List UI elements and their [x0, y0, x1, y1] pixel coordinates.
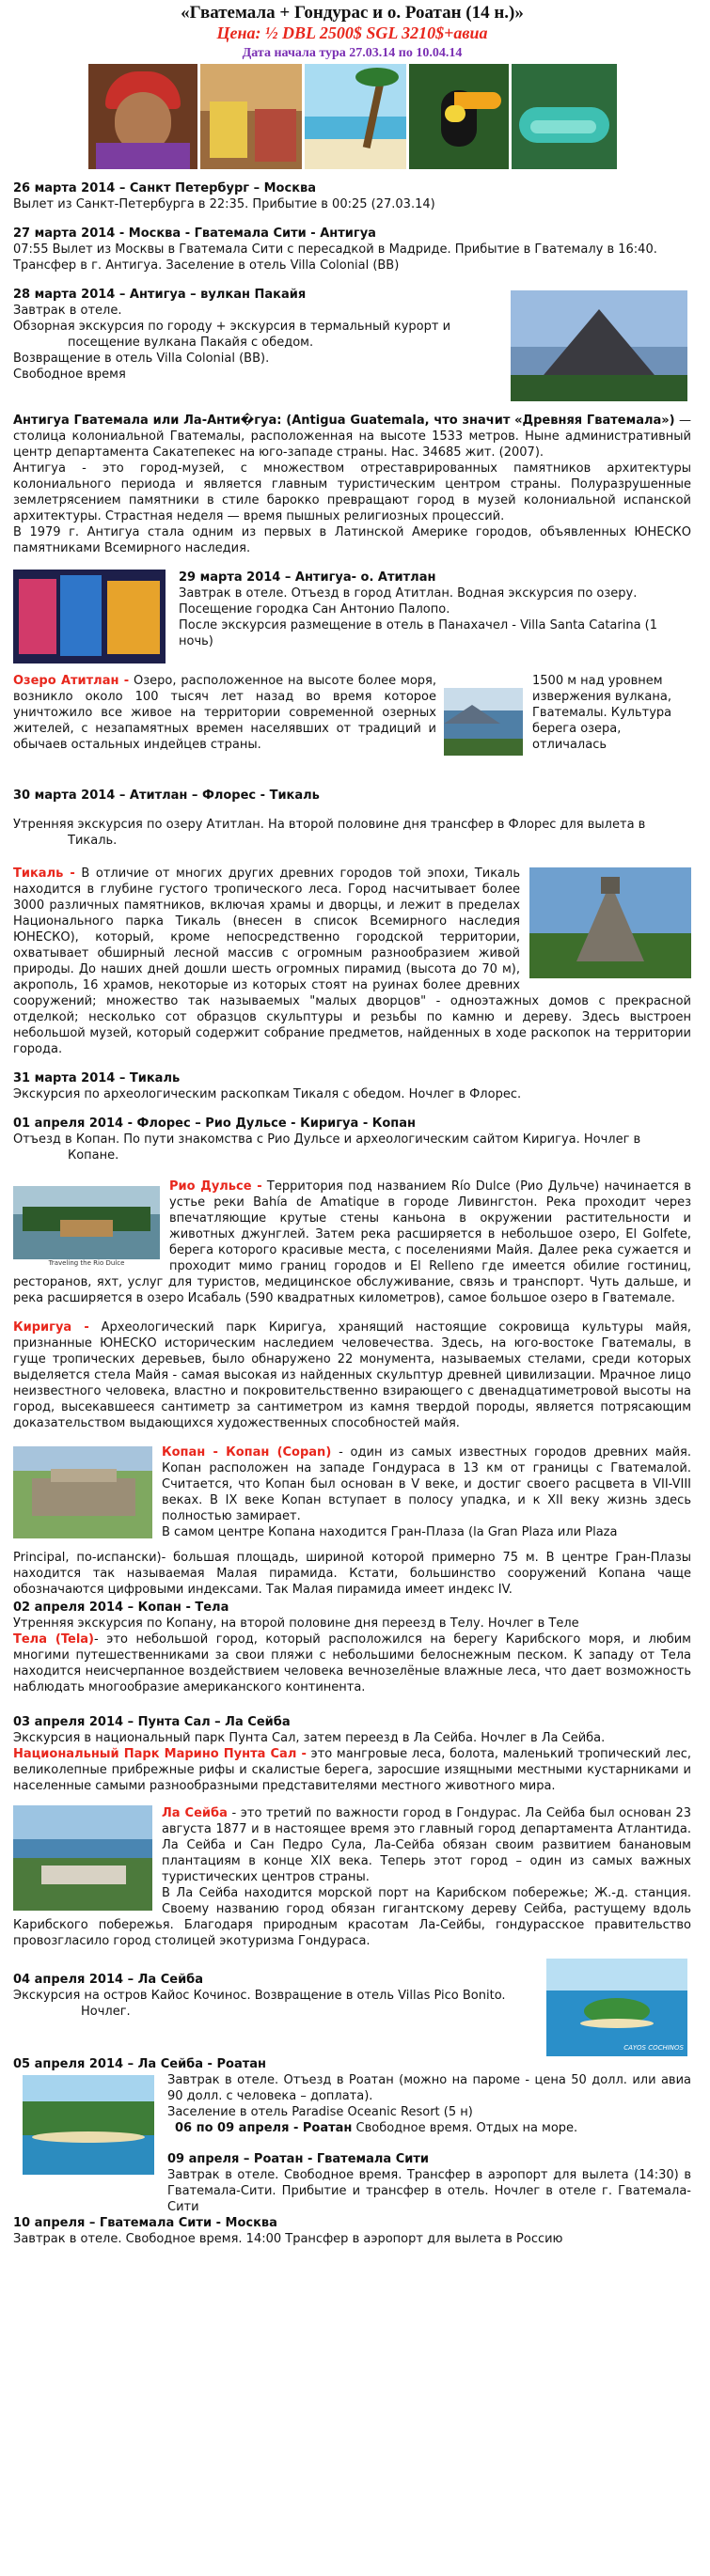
atitlan-name: Озеро Атитлан - — [13, 674, 130, 688]
photo-green-pools — [512, 64, 617, 169]
day-title: 09 апреля – Роатан - Гватемала Сити — [167, 2152, 430, 2166]
atitlan-text: 1500 м над уровнем извержения вулкана, Гватемалы. Культура берега озера, отличалась — [532, 674, 672, 752]
day-text: Тикаль. — [68, 834, 118, 848]
day-title: 01 апреля 2014 - Флорес – Рио Дульсе - Киригуа - Копан — [13, 1116, 417, 1131]
photo-volcano — [511, 290, 687, 401]
photo-caption: CAYOS COCHINOS — [623, 2044, 684, 2052]
day-title: 02 апреля 2014 – Копан - Тела — [13, 1600, 229, 1615]
photo-caption: Traveling the Rio Dulce — [48, 1259, 125, 1267]
day-text: Завтрак в отеле. Свободное время. Трансфер в аэропорт для вылета (14:30) в Гватемала-Сити. Прибытие и трансфер в отель. Ночлег в отеле г. Гватемала-Сити — [167, 2168, 691, 2214]
la-ceiba-text: В Ла Сейба находится морской порт на Карибском побережье; Ж.-д. станция. Своему названию город обязан гигантскому дереву Сейба, растущему вдоль Карибского побережья. Благодаря природным красотам Ла-Сейбы, гондурасское правительство провозгласило город столицей экотуризма Гондураса. — [13, 1886, 691, 1948]
copan-text: - один из самых известных городов древних майя. Копан расположен на западе Гондураса в 13 км от границы с Гватемалой. Считается, что Копан был основан в V веке, и достиг своего расцвета в VII-VIII веках. В IX веке Копан вступает в полосу упадка, и к XII веку жизнь здесь полностью замирает. — [162, 1445, 692, 1523]
punta-sal-name: Национальный Парк Марино Пунта Сал - — [13, 1747, 307, 1761]
day-text: посещение вулкана Пакайя с обедом. — [68, 336, 314, 350]
quirigua-description — [13, 1319, 691, 1431]
atitlan-text: Озеро, расположенное на высоте более моря, возникло около 100 тысяч лет назад во время которое уничтожило все живое на территории современной озерных жителей, с незапамятных времен населявших от традиций и обычаев остальных индейцев страны. — [13, 674, 436, 752]
la-ceiba-name: Ла Сейба — [162, 1806, 228, 1820]
copan-name: Копан - Копан (Copan) — [162, 1445, 332, 1460]
tour-price: Цена: ½ DBL 2500$ SGL 3210$+авиа — [216, 23, 488, 42]
tour-dates: Дата начала тура 27.03.14 по 10.04.14 — [242, 46, 463, 60]
photo-tikal-pyramid — [529, 867, 691, 978]
rio-dulce-text: Территория под названием Río Dulce (Рио Дульче) начинается в устье реки Bahía de Amatique в городе Ливингстон. Река проходит через впечатляющие крутые стены каньона в окружении растительности и животных джунглей. Затем река расширяется в небольшое озеро, El Golfete, берега которого красивые места, с поселениями Майя. Далее река сужается и проходит мимо границ городов и El Relleno где имеется обилие гостиниц, ресторанов, яхт, услуг для туристов, медицинское обслуживание, связь и транспорт. Чуть дальше, и река расширяется в озеро Исабаль (590 квадратных километров), самое большое озеро в Гватемале. — [13, 1179, 691, 1305]
day-title: 03 апреля 2014 – Пунта Сал – Ла Сейба — [13, 1715, 291, 1729]
day-text: Экскурсия на остров Кайос Кочинос. Возвращение в отель Villas Pico Bonito. — [13, 1989, 506, 2003]
tela-text: - это небольшой город, который расположился на берегу Карибского моря, и любим многими путешественниками за свои пляжи с небольшими белоснежным песком. К западу от Тела находится неисчерпанное воздействием человека вечнозелёные влажные леса, что дает возможность наблюдать многообразие американского континента. — [13, 1632, 691, 1694]
day-text: Завтрак в отеле. Отъезд в Роатан (можно на пароме - цена 50 долл. или авиа 90 долл. с человека – доплата). — [167, 2073, 691, 2103]
day-section — [13, 1070, 691, 1102]
antigua-text: Антигуа - это город-музей, с множеством отреставрированных памятников архитектуры колониального периода и является главным туристическим центром страны. Полуразрушенные землетрясением памятники в стиле барокко превращают город в музей колониальной испанской архитектуры. Страстная неделя — время пышных религиозных процессий. — [13, 461, 691, 523]
day-text: Возвращение в отель Villa Colonial (BB). — [13, 351, 270, 366]
photo-lake-atitlan — [444, 688, 523, 756]
tikal-description — [13, 866, 691, 1057]
day-text: Посещение городка Сан Антонио Палопо. — [179, 602, 450, 617]
day-section — [13, 1714, 691, 1746]
day-text: Завтрак в отеле. — [13, 304, 122, 318]
quirigua-name: Киригуа - — [13, 1320, 89, 1335]
day-text: Утренняя экскурсия по озеру Атитлан. На второй половине дня трансфер в Флорес для вылета в — [13, 818, 646, 832]
punta-sal-description — [13, 1746, 691, 1794]
tela-name: Тела (Tela) — [13, 1632, 94, 1647]
day-text: Заселение в отель Paradise Oceanic Resort (5 н) — [167, 2105, 473, 2119]
day-text: Ночлег. — [81, 2005, 131, 2019]
day-text: Свободное время. Отдых на море. — [352, 2121, 578, 2135]
tour-title: «Гватемала + Гондурас и о. Роатан (14 н.)» — [181, 3, 524, 23]
day-section — [13, 1600, 691, 1631]
day-title: 31 марта 2014 – Тикаль — [13, 1071, 181, 1085]
day-text: Копане. — [68, 1148, 119, 1163]
day-section — [13, 2215, 691, 2247]
day-text: После экскурсия размещение в отель в Панахачел - Villa Santa Catarina (1 ночь) — [179, 618, 658, 648]
day-text: Отъезд в Копан. По пути знакомства с Рио Дульсе и археологическим сайтом Киригуа. Ночлег в — [13, 1132, 641, 1147]
day-section — [13, 2056, 691, 2167]
antigua-lead: Антигуа Гватемала или Ла-Анти�гуа: (Antigua Guatemala, что значит «Древняя Гватемала») — [13, 414, 675, 428]
day-section — [13, 226, 691, 273]
rio-dulce-name: Рио Дульсе - — [169, 1179, 262, 1194]
photo-colorful-street — [13, 570, 166, 664]
tela-description — [13, 1631, 691, 1695]
tikal-name: Тикаль - — [13, 866, 75, 881]
photo-beach — [305, 64, 406, 169]
photo-cayos-cochinos — [546, 1959, 687, 2056]
copan-description — [13, 1444, 691, 1598]
day-title: 28 марта 2014 – Антигуа – вулкан Пакайя — [13, 288, 307, 302]
day-section — [13, 1116, 691, 1163]
la-ceiba-description — [13, 1805, 691, 1949]
rio-dulce-description — [13, 1179, 691, 1306]
day-title: 04 апреля 2014 – Ла Сейба — [13, 1973, 204, 1987]
day-section — [13, 180, 691, 212]
day-text: Вылет из Санкт-Петербурга в 22:35. Прибытие в 00:25 (27.03.14) — [13, 197, 435, 211]
photo-rio-dulce — [13, 1186, 160, 1259]
day-text: Экскурсия в национальный парк Пунта Сал, затем переезд в Ла Сейба. Ночлег в Ла Сейба. — [13, 1731, 606, 1745]
copan-text: В самом центре Копана находится Гран-Плаза (la Gran Plaza или Plaza — [162, 1525, 618, 1539]
photo-la-ceiba — [13, 1805, 152, 1911]
day-text: Завтрак в отеле. Отъезд в город Атитлан. Водная экскурсия по озеру. — [179, 586, 638, 601]
day-title: 26 марта 2014 – Санкт Петербург – Москва — [13, 181, 317, 195]
photo-market — [200, 64, 302, 169]
day-text: Свободное время — [13, 367, 126, 382]
tikal-text: В отличие от многих других древних городов той эпохи, Тикаль находится в глубине густого тропического леса. Город насчитывает более 3000 различных памятников, включая храмы и дворцы, и лежит в пределах Национального парка Тикаль (внесен в список Всемирного наследия ЮНЕСКО), который, кроме непосредственно городской территории, охватывает обширный лесной массив с огромным разнообразием живой природы. До наших дней дошли шесть огромных пирамид (высота до 70 м), акрополь, 16 храмов, некоторые из которых стоят на руинах более древних сооружений; множество так называемых "малых дворцов" - одноэтажных домов с прекрасной отделкой; несколько сот образцов скульптуры и резьбы по камню и дереву. Здесь выстроен небольшой музей, который содержит собрание предметов, найденных в ходе раскопок на территории города. — [13, 866, 691, 1056]
atitlan-description — [13, 673, 691, 771]
day-section — [13, 287, 691, 407]
photo-roatan — [23, 2075, 154, 2175]
day-text: Обзорная экскурсия по городу + экскурсия в термальный курорт и — [13, 320, 451, 334]
day-text: Экскурсия по археологическим раскопкам Тикаля с обедом. Ночлег в Флорес. — [13, 1087, 522, 1101]
day-text: 07:55 Вылет из Москвы в Гватемала Сити с пересадкой в Мадриде. Прибытие в Гватемалу в 16:40. Трансфер в г. Антигуа. Заселение в отель Villa Colonial (BB) — [13, 242, 657, 273]
photo-toucan — [409, 64, 509, 169]
day-title: 10 апреля – Гватемала Сити - Москва — [13, 2216, 277, 2230]
antigua-description — [13, 413, 691, 556]
day-title: 06 по 09 апреля - Роатан — [175, 2121, 353, 2135]
day-section — [13, 788, 691, 849]
day-title: 29 марта 2014 – Антигуа- о. Атитлан — [179, 570, 436, 585]
day-text: Завтрак в отеле. Свободное время. 14:00 Трансфер в аэропорт для вылета в Россию — [13, 2232, 563, 2246]
banner-photos — [13, 64, 691, 169]
copan-text: Principal, по-испански)- большая площадь, шириной которой примерно 75 м. В центре Гран-Плазы находится так называемая Малая пирамида. Кстати, большинство сооружений Копана чаще обозначаются цифровыми индексами. Так Малая пирамида имеет индекс IV. — [13, 1551, 691, 1597]
photo-old-woman — [88, 64, 197, 169]
antigua-text: В 1979 г. Антигуа стала одним из первых в Латинской Америке городов, объявленных ЮНЕСКО памятниками Всемирного наследия. — [13, 525, 691, 555]
day-title: 05 апреля 2014 – Ла Сейба - Роатан — [13, 2057, 267, 2071]
day-title: 27 марта 2014 - Москва - Гватемала Сити - Антигуа — [13, 226, 376, 241]
antigua-text: — столица колониальной Гватемалы, расположенная на высоте 1533 метров. Ныне административный центр департамента Сакатепекес на юго-западе страны. Нас. 34685 жит. (2007). — [13, 414, 691, 460]
punta-sal-text: это мангровые леса, болота, маленький тропический лес, великолепные прибрежные рифы и скалистые берега, заросшие изящными местными кустарниками и населенные самыми разнообразными представителями местного животного мира. — [13, 1747, 691, 1793]
day-section — [13, 1959, 691, 2056]
day-text: Утренняя экскурсия по Копану, на второй половине дня переезд в Телу. Ночлег в Теле — [13, 1616, 579, 1631]
quirigua-text: Археологический парк Киригуа, хранящий настоящие сокровища культуры майя, признанные ЮНЕСКО историческим наследием человечества. Здесь, на юго-востоке Гватемалы, в гуще тропических деревьев, было обнаружено 22 монумента, называемых стелами, среди которых выделяется стела Майя - самая высокая из найденных скульптур древней цивилизации. Мрачное лицо неизвестного человека, властно и покровительственно взирающего с двенадцатиметровой высоты на город, высекавшееся сантиметр за сантиметром из камня твердой породы, является потрясающим доказательством выдающихся художественных способностей майя. — [13, 1320, 692, 1430]
day-section — [13, 570, 691, 669]
photo-copan-ruins — [13, 1446, 152, 1538]
day-title: 30 марта 2014 – Атитлан – Флорес - Тикаль — [13, 788, 320, 803]
la-ceiba-text: - это третий по важности город в Гондурас. Ла Сейба был основан 23 августа 1877 и в настоящее время это главный город департамента Атлантида. Ла Сейба и Сан Педро Сула, Ла-Сейба обязан своим развитием банановым плантациям в конце XIX века. Теперь этот город – один из самых важных туристических центров страны. — [162, 1806, 691, 1884]
